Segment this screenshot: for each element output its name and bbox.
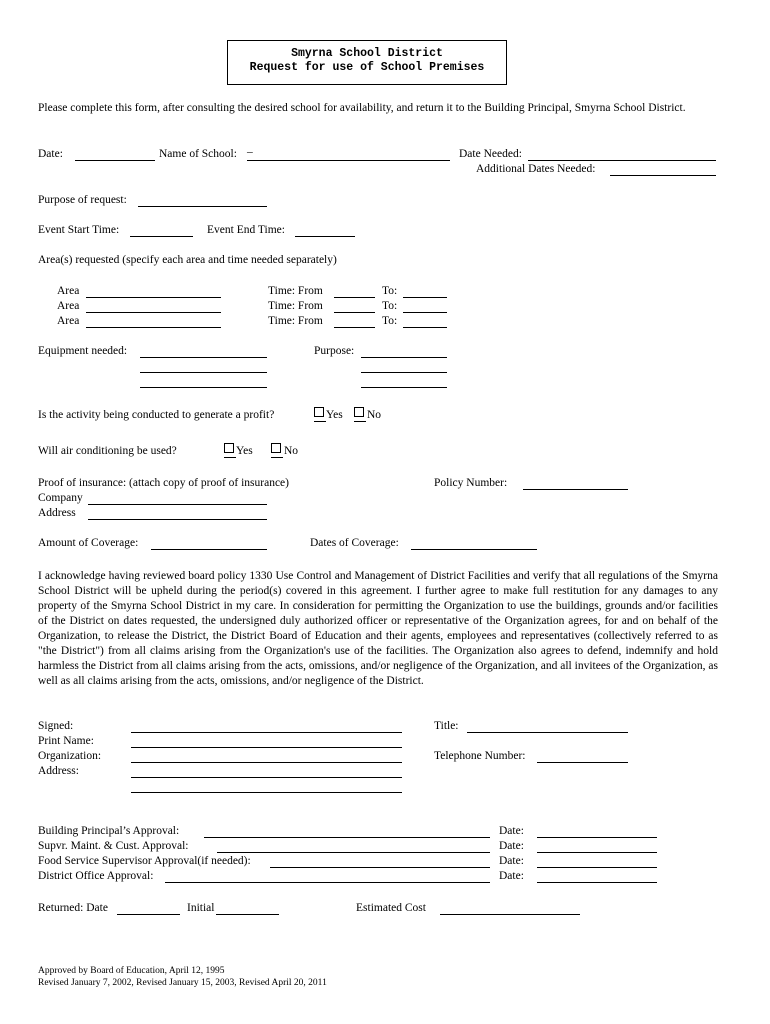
aircon-yes-label: Yes xyxy=(236,445,253,457)
event-start-field[interactable] xyxy=(130,236,193,237)
approval-field[interactable] xyxy=(217,852,490,853)
intro-text: Please complete this form, after consulting the desired school for availability, and return it to the Building Principal, Smyrna School District. xyxy=(38,102,686,114)
equipment-purpose-field[interactable] xyxy=(361,372,447,373)
profit-no-checkbox[interactable] xyxy=(354,407,364,417)
coverage-amount-label: Amount of Coverage: xyxy=(38,537,139,549)
approval-label: District Office Approval: xyxy=(38,870,154,882)
address-field[interactable] xyxy=(88,519,267,520)
signed-label: Signed: xyxy=(38,720,74,732)
profit-yes-label: Yes xyxy=(326,409,343,421)
time-to-field[interactable] xyxy=(403,327,447,328)
area-label: Area xyxy=(57,285,80,297)
approval-date-field[interactable] xyxy=(537,852,657,853)
time-from-field[interactable] xyxy=(334,297,375,298)
approval-field[interactable] xyxy=(165,882,490,883)
title-field[interactable] xyxy=(467,732,628,733)
area-field[interactable] xyxy=(86,297,221,298)
event-start-label: Event Start Time: xyxy=(38,224,120,236)
organization-label: Organization: xyxy=(38,750,102,762)
signed-field[interactable] xyxy=(131,732,402,733)
event-end-label: Event End Time: xyxy=(207,224,285,236)
policy-number-field[interactable] xyxy=(523,489,628,490)
returned-date-field[interactable] xyxy=(117,914,180,915)
areas-heading: Area(s) requested (specify each area and time needed separately) xyxy=(38,254,337,266)
profit-yes-checkbox[interactable] xyxy=(314,407,324,417)
sig-address-label: Address: xyxy=(38,765,79,777)
approval-date-label: Date: xyxy=(499,825,524,837)
purpose-label: Purpose of request: xyxy=(38,194,127,206)
school-value: – xyxy=(247,146,253,158)
footer-revised: Revised January 7, 2002, Revised January 15, 2003, Revised April 20, 2011 xyxy=(38,978,327,988)
form-title-box xyxy=(227,40,507,85)
underline xyxy=(314,421,326,422)
equipment-label: Equipment needed: xyxy=(38,345,128,357)
profit-no-label: No xyxy=(367,409,382,421)
telephone-label: Telephone Number: xyxy=(434,750,526,762)
telephone-field[interactable] xyxy=(537,762,628,763)
date-label: Date: xyxy=(38,148,63,160)
initial-field[interactable] xyxy=(216,914,279,915)
equipment-purpose-field[interactable] xyxy=(361,387,447,388)
equipment-field[interactable] xyxy=(140,372,267,373)
additional-dates-label: Additional Dates Needed: xyxy=(476,163,596,175)
sig-address-field[interactable] xyxy=(131,792,402,793)
time-to-label: To: xyxy=(382,315,398,327)
acknowledgement-text: I acknowledge having reviewed board policy 1330 Use Control and Management of District Facilities and verify that all regulations of the Smyrna School District will be upheld during the period(s) covered in this agreement. I further agree to make full restitution for any damages to any property of the Smyrna School District in my care. In consideration for permitting the Organization to use the buildings, grounds and/or facilities of the District on dates requested, the undersigned duly authorized officer or representative of the Organization agrees, for and on behalf of the Organization, to release the District, the District Board of Education and their agents, employees and representatives (collectively referred to as "the District") from all claims arising from the Organization's use of the facilities. The Organization also agrees to defend, indemnify and hold harmless the District from all claims arising from the acts, omissions, and/or negligence of the Organization, and all invitees of the Organization, as well as all claims arising from the acts, omissions, and/or negligence of the District. xyxy=(38,570,718,687)
company-field[interactable] xyxy=(88,504,267,505)
estimated-cost-label: Estimated Cost xyxy=(356,902,426,914)
time-from-field[interactable] xyxy=(334,327,375,328)
approval-date-field[interactable] xyxy=(537,867,657,868)
event-end-field[interactable] xyxy=(295,236,355,237)
print-name-label: Print Name: xyxy=(38,735,94,747)
time-to-label: To: xyxy=(382,285,398,297)
time-to-label: To: xyxy=(382,300,398,312)
company-label: Company xyxy=(38,492,83,504)
purpose-field[interactable] xyxy=(138,206,267,207)
estimated-cost-field[interactable] xyxy=(440,914,580,915)
school-field[interactable] xyxy=(247,160,450,161)
title-label: Title: xyxy=(434,720,459,732)
approval-date-label: Date: xyxy=(499,870,524,882)
area-field[interactable] xyxy=(86,327,221,328)
approval-field[interactable] xyxy=(204,837,490,838)
underline xyxy=(354,421,366,422)
returned-label: Returned: Date xyxy=(38,902,108,914)
approval-field[interactable] xyxy=(270,867,490,868)
time-from-label: Time: From xyxy=(268,300,323,312)
time-from-label: Time: From xyxy=(268,285,323,297)
approval-date-field[interactable] xyxy=(537,882,657,883)
aircon-no-checkbox[interactable] xyxy=(271,443,281,453)
underline xyxy=(224,457,236,458)
approval-date-label: Date: xyxy=(499,855,524,867)
form-title: Request for use of School Premises xyxy=(249,61,485,74)
time-to-field[interactable] xyxy=(403,297,447,298)
sig-address-field[interactable] xyxy=(131,777,402,778)
equipment-field[interactable] xyxy=(140,387,267,388)
date-needed-label: Date Needed: xyxy=(459,148,522,160)
area-label: Area xyxy=(57,315,80,327)
insurance-proof-label: Proof of insurance: (attach copy of proof of insurance) xyxy=(38,477,289,489)
coverage-amount-field[interactable] xyxy=(151,549,267,550)
aircon-no-label: No xyxy=(284,445,299,457)
approval-label: Food Service Supervisor Approval(if needed): xyxy=(38,855,251,867)
date-needed-field[interactable] xyxy=(528,160,716,161)
approval-label: Supvr. Maint. & Cust. Approval: xyxy=(38,840,189,852)
equipment-field[interactable] xyxy=(140,357,267,358)
time-to-field[interactable] xyxy=(403,312,447,313)
profit-question: Is the activity being conducted to generate a profit? xyxy=(38,409,275,421)
coverage-dates-field[interactable] xyxy=(411,549,537,550)
additional-dates-field[interactable] xyxy=(610,175,716,176)
underline xyxy=(271,457,283,458)
organization-field[interactable] xyxy=(131,762,402,763)
approval-label: Building Principal’s Approval: xyxy=(38,825,180,837)
approval-date-label: Date: xyxy=(499,840,524,852)
approval-date-field[interactable] xyxy=(537,837,657,838)
footer-approved: Approved by Board of Education, April 12, 1995 xyxy=(38,966,225,976)
date-field[interactable] xyxy=(75,160,155,161)
print-name-field[interactable] xyxy=(131,747,402,748)
equipment-purpose-field[interactable] xyxy=(361,357,447,358)
policy-number-label: Policy Number: xyxy=(434,477,508,489)
area-field[interactable] xyxy=(86,312,221,313)
initial-label: Initial xyxy=(187,902,215,914)
time-from-label: Time: From xyxy=(268,315,323,327)
address-label: Address xyxy=(38,507,76,519)
district-name: Smyrna School District xyxy=(291,47,443,60)
aircon-yes-checkbox[interactable] xyxy=(224,443,234,453)
coverage-dates-label: Dates of Coverage: xyxy=(310,537,399,549)
aircon-question: Will air conditioning be used? xyxy=(38,445,177,457)
area-label: Area xyxy=(57,300,80,312)
school-label: Name of School: xyxy=(159,148,237,160)
time-from-field[interactable] xyxy=(334,312,375,313)
equipment-purpose-label: Purpose: xyxy=(314,345,355,357)
